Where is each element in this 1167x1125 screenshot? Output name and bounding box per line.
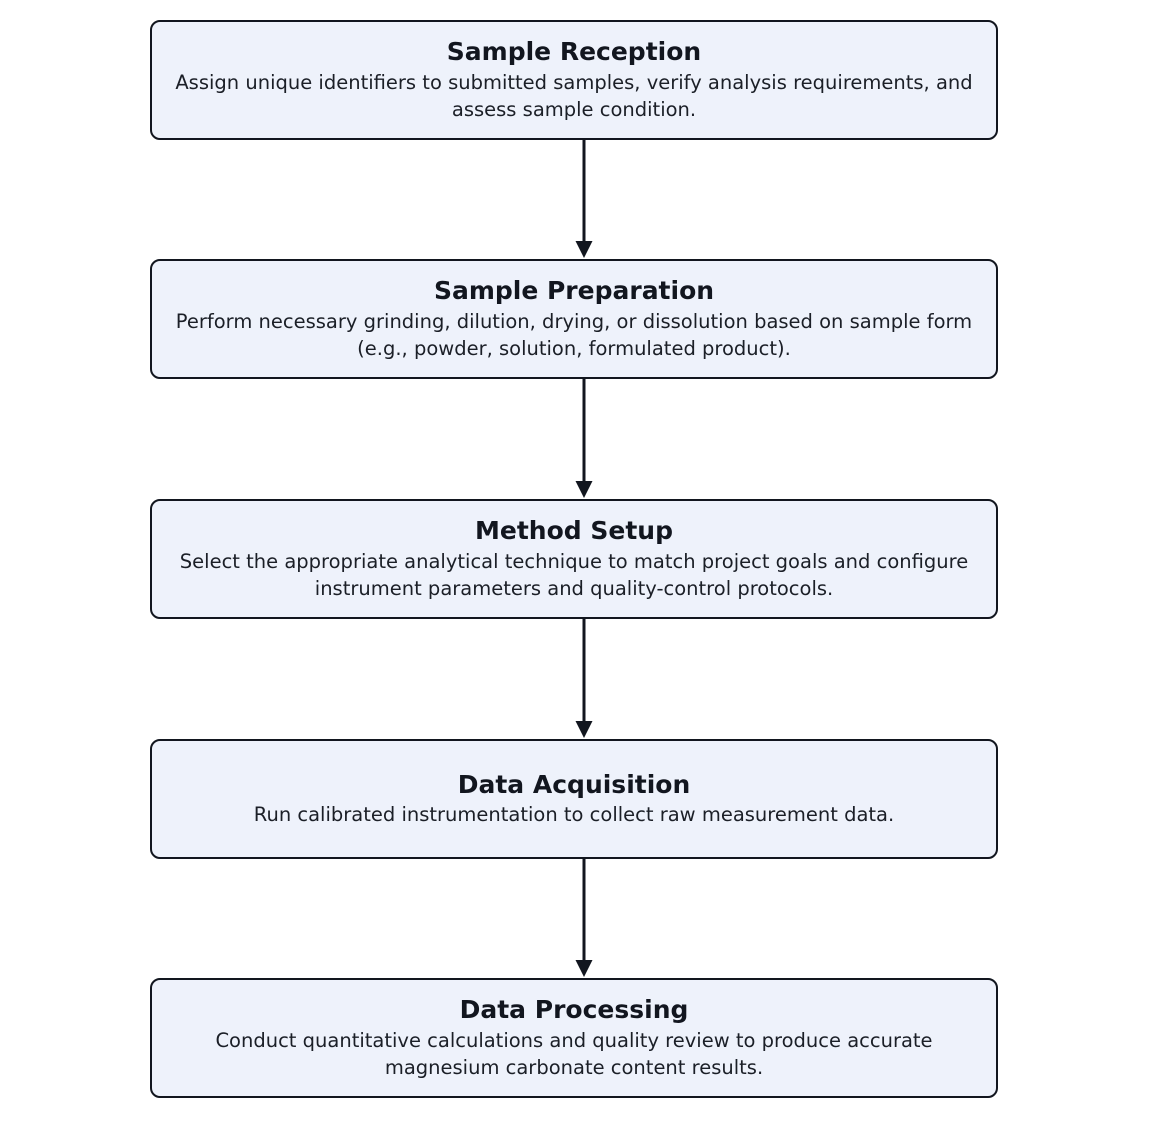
flow-node-title: Sample Reception: [446, 37, 702, 67]
flow-node-description: Select the appropriate analytical technique to match project goals and configure instrument parameters and quality-control protocols.: [179, 549, 969, 600]
flow-node-description: Run calibrated instrumentation to collect raw measurement data.: [253, 803, 895, 827]
flow-node-description: Perform necessary grinding, dilution, drying, or dissolution based on sample form (e.g., powder, solution, formulated product).: [175, 309, 973, 360]
flow-node-data-processing: [150, 978, 998, 1098]
flow-node-method-setup: [150, 499, 998, 619]
arrow-down-icon: [571, 140, 597, 259]
arrow-down-icon: [571, 379, 597, 499]
flow-node-description: Assign unique identifiers to submitted samples, verify analysis requirements, and assess sample condition.: [175, 70, 973, 121]
flow-node-title: Data Acquisition: [457, 769, 691, 799]
arrow-down-icon: [571, 859, 597, 978]
flow-node-title: Sample Preparation: [433, 276, 715, 306]
flow-node-description: Conduct quantitative calculations and quality review to produce accurate magnesium carbonate content results.: [215, 1028, 933, 1079]
flow-node-title: Data Processing: [459, 995, 689, 1025]
flow-node-title: Method Setup: [475, 516, 673, 546]
flow-node-sample-reception: [150, 20, 998, 140]
arrow-down-icon: [571, 619, 597, 739]
flow-node-data-acquisition: [150, 739, 998, 859]
flow-node-sample-preparation: [150, 259, 998, 379]
